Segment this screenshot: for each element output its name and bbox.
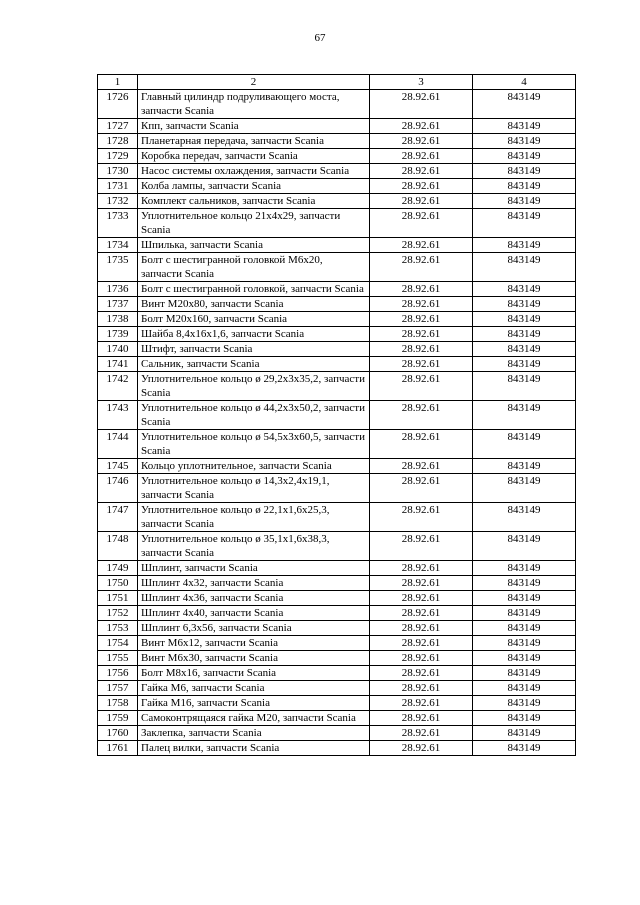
okpd-code: 28.92.61 xyxy=(370,372,473,401)
tnved-code: 843149 xyxy=(473,591,576,606)
okpd-code: 28.92.61 xyxy=(370,134,473,149)
tnved-code: 843149 xyxy=(473,342,576,357)
row-number: 1750 xyxy=(98,576,138,591)
row-number: 1757 xyxy=(98,681,138,696)
table-row xyxy=(98,532,576,561)
tnved-code: 843149 xyxy=(473,297,576,312)
row-number: 1735 xyxy=(98,253,138,282)
row-number: 1742 xyxy=(98,372,138,401)
tnved-code: 843149 xyxy=(473,179,576,194)
item-name: Палец вилки, запчасти Scania xyxy=(138,741,370,756)
header-cell-1: 1 xyxy=(98,75,138,90)
okpd-code: 28.92.61 xyxy=(370,532,473,561)
item-name: Уплотнительное кольцо ø 54,5х3х60,5, запчасти Scania xyxy=(138,430,370,459)
header-cell-3: 3 xyxy=(370,75,473,90)
row-number: 1727 xyxy=(98,119,138,134)
row-number: 1745 xyxy=(98,459,138,474)
tnved-code: 843149 xyxy=(473,194,576,209)
table-body xyxy=(98,75,576,756)
tnved-code: 843149 xyxy=(473,681,576,696)
item-name: Болт М8х16, запчасти Scania xyxy=(138,666,370,681)
okpd-code: 28.92.61 xyxy=(370,741,473,756)
okpd-code: 28.92.61 xyxy=(370,591,473,606)
row-number: 1726 xyxy=(98,90,138,119)
table-row xyxy=(98,666,576,681)
item-name: Уплотнительное кольцо ø 35,1х1,6х38,3, запчасти Scania xyxy=(138,532,370,561)
tnved-code: 843149 xyxy=(473,636,576,651)
item-name: Штифт, запчасти Scania xyxy=(138,342,370,357)
tnved-code: 843149 xyxy=(473,606,576,621)
row-number: 1748 xyxy=(98,532,138,561)
item-name: Кольцо уплотнительное, запчасти Scania xyxy=(138,459,370,474)
header-cell-2: 2 xyxy=(138,75,370,90)
table-header-row xyxy=(98,75,576,90)
item-name: Болт с шестигранной головкой, запчасти Scania xyxy=(138,282,370,297)
table-row xyxy=(98,179,576,194)
row-number: 1758 xyxy=(98,696,138,711)
tnved-code: 843149 xyxy=(473,651,576,666)
row-number: 1744 xyxy=(98,430,138,459)
tnved-code: 843149 xyxy=(473,696,576,711)
okpd-code: 28.92.61 xyxy=(370,474,473,503)
table-row xyxy=(98,576,576,591)
okpd-code: 28.92.61 xyxy=(370,666,473,681)
item-name: Гайка М6, запчасти Scania xyxy=(138,681,370,696)
item-name: Уплотнительное кольцо 21х4х29, запчасти Scania xyxy=(138,209,370,238)
okpd-code: 28.92.61 xyxy=(370,681,473,696)
tnved-code: 843149 xyxy=(473,561,576,576)
okpd-code: 28.92.61 xyxy=(370,621,473,636)
row-number: 1739 xyxy=(98,327,138,342)
row-number: 1752 xyxy=(98,606,138,621)
table-row xyxy=(98,327,576,342)
row-number: 1751 xyxy=(98,591,138,606)
table-row xyxy=(98,474,576,503)
table-row xyxy=(98,253,576,282)
row-number: 1740 xyxy=(98,342,138,357)
table-row xyxy=(98,372,576,401)
item-name: Шплинт 6,3х56, запчасти Scania xyxy=(138,621,370,636)
item-name: Колба лампы, запчасти Scania xyxy=(138,179,370,194)
tnved-code: 843149 xyxy=(473,430,576,459)
table-row xyxy=(98,430,576,459)
item-name: Планетарная передача, запчасти Scania xyxy=(138,134,370,149)
tnved-code: 843149 xyxy=(473,90,576,119)
row-number: 1728 xyxy=(98,134,138,149)
tnved-code: 843149 xyxy=(473,282,576,297)
row-number: 1753 xyxy=(98,621,138,636)
row-number: 1730 xyxy=(98,164,138,179)
row-number: 1734 xyxy=(98,238,138,253)
okpd-code: 28.92.61 xyxy=(370,179,473,194)
item-name: Болт М20х160, запчасти Scania xyxy=(138,312,370,327)
row-number: 1743 xyxy=(98,401,138,430)
okpd-code: 28.92.61 xyxy=(370,576,473,591)
okpd-code: 28.92.61 xyxy=(370,164,473,179)
okpd-code: 28.92.61 xyxy=(370,209,473,238)
item-name: Винт М20х80, запчасти Scania xyxy=(138,297,370,312)
table-row xyxy=(98,741,576,756)
okpd-code: 28.92.61 xyxy=(370,90,473,119)
table-row xyxy=(98,119,576,134)
tnved-code: 843149 xyxy=(473,401,576,430)
item-name: Комплект сальников, запчасти Scania xyxy=(138,194,370,209)
row-number: 1749 xyxy=(98,561,138,576)
item-name: Заклепка, запчасти Scania xyxy=(138,726,370,741)
tnved-code: 843149 xyxy=(473,372,576,401)
row-number: 1746 xyxy=(98,474,138,503)
table-row xyxy=(98,357,576,372)
table-row xyxy=(98,90,576,119)
okpd-code: 28.92.61 xyxy=(370,636,473,651)
okpd-code: 28.92.61 xyxy=(370,430,473,459)
table-row xyxy=(98,696,576,711)
item-name: Шайба 8,4х16х1,6, запчасти Scania xyxy=(138,327,370,342)
table-row xyxy=(98,401,576,430)
table-row xyxy=(98,711,576,726)
item-name: Самоконтрящаяся гайка М20, запчасти Scania xyxy=(138,711,370,726)
table-row xyxy=(98,164,576,179)
item-name: Уплотнительное кольцо ø 22,1х1,6х25,3, запчасти Scania xyxy=(138,503,370,532)
okpd-code: 28.92.61 xyxy=(370,342,473,357)
tnved-code: 843149 xyxy=(473,532,576,561)
table-row xyxy=(98,149,576,164)
okpd-code: 28.92.61 xyxy=(370,282,473,297)
item-name: Уплотнительное кольцо ø 14,3х2,4х19,1, запчасти Scania xyxy=(138,474,370,503)
tnved-code: 843149 xyxy=(473,503,576,532)
table-row xyxy=(98,503,576,532)
item-name: Шплинт 4х32, запчасти Scania xyxy=(138,576,370,591)
table-row xyxy=(98,726,576,741)
table-row xyxy=(98,312,576,327)
okpd-code: 28.92.61 xyxy=(370,726,473,741)
table-row xyxy=(98,621,576,636)
row-number: 1755 xyxy=(98,651,138,666)
row-number: 1756 xyxy=(98,666,138,681)
okpd-code: 28.92.61 xyxy=(370,561,473,576)
row-number: 1736 xyxy=(98,282,138,297)
table-row xyxy=(98,591,576,606)
okpd-code: 28.92.61 xyxy=(370,503,473,532)
table-row xyxy=(98,459,576,474)
row-number: 1761 xyxy=(98,741,138,756)
item-name: Кпп, запчасти Scania xyxy=(138,119,370,134)
tnved-code: 843149 xyxy=(473,357,576,372)
tnved-code: 843149 xyxy=(473,312,576,327)
item-name: Винт М6х12, запчасти Scania xyxy=(138,636,370,651)
table-row xyxy=(98,606,576,621)
table-row xyxy=(98,282,576,297)
row-number: 1759 xyxy=(98,711,138,726)
item-name: Насос системы охлаждения, запчасти Scania xyxy=(138,164,370,179)
tnved-code: 843149 xyxy=(473,666,576,681)
item-name: Шплинт 4х40, запчасти Scania xyxy=(138,606,370,621)
okpd-code: 28.92.61 xyxy=(370,459,473,474)
okpd-code: 28.92.61 xyxy=(370,253,473,282)
tnved-code: 843149 xyxy=(473,209,576,238)
row-number: 1754 xyxy=(98,636,138,651)
item-name: Шпилька, запчасти Scania xyxy=(138,238,370,253)
okpd-code: 28.92.61 xyxy=(370,696,473,711)
row-number: 1733 xyxy=(98,209,138,238)
tnved-code: 843149 xyxy=(473,741,576,756)
parts-table xyxy=(97,74,576,756)
tnved-code: 843149 xyxy=(473,459,576,474)
okpd-code: 28.92.61 xyxy=(370,119,473,134)
tnved-code: 843149 xyxy=(473,711,576,726)
okpd-code: 28.92.61 xyxy=(370,357,473,372)
row-number: 1729 xyxy=(98,149,138,164)
row-number: 1747 xyxy=(98,503,138,532)
okpd-code: 28.92.61 xyxy=(370,711,473,726)
tnved-code: 843149 xyxy=(473,726,576,741)
table-row xyxy=(98,297,576,312)
table-row xyxy=(98,209,576,238)
table-row xyxy=(98,681,576,696)
tnved-code: 843149 xyxy=(473,164,576,179)
item-name: Болт с шестигранной головкой М6х20, запчасти Scania xyxy=(138,253,370,282)
tnved-code: 843149 xyxy=(473,621,576,636)
item-name: Уплотнительное кольцо ø 29,2х3х35,2, запчасти Scania xyxy=(138,372,370,401)
okpd-code: 28.92.61 xyxy=(370,312,473,327)
table-row xyxy=(98,342,576,357)
row-number: 1741 xyxy=(98,357,138,372)
okpd-code: 28.92.61 xyxy=(370,149,473,164)
row-number: 1738 xyxy=(98,312,138,327)
table-row xyxy=(98,238,576,253)
table-row xyxy=(98,194,576,209)
table-row xyxy=(98,636,576,651)
item-name: Главный цилиндр подруливающего моста, запчасти Scania xyxy=(138,90,370,119)
tnved-code: 843149 xyxy=(473,238,576,253)
item-name: Гайка М16, запчасти Scania xyxy=(138,696,370,711)
tnved-code: 843149 xyxy=(473,149,576,164)
item-name: Сальник, запчасти Scania xyxy=(138,357,370,372)
table-row xyxy=(98,134,576,149)
item-name: Коробка передач, запчасти Scania xyxy=(138,149,370,164)
tnved-code: 843149 xyxy=(473,327,576,342)
okpd-code: 28.92.61 xyxy=(370,606,473,621)
tnved-code: 843149 xyxy=(473,576,576,591)
okpd-code: 28.92.61 xyxy=(370,194,473,209)
header-cell-4: 4 xyxy=(473,75,576,90)
item-name: Шплинт, запчасти Scania xyxy=(138,561,370,576)
okpd-code: 28.92.61 xyxy=(370,297,473,312)
okpd-code: 28.92.61 xyxy=(370,401,473,430)
row-number: 1731 xyxy=(98,179,138,194)
tnved-code: 843149 xyxy=(473,253,576,282)
table-row xyxy=(98,561,576,576)
page-number: 67 xyxy=(314,32,326,44)
item-name: Винт М6х30, запчасти Scania xyxy=(138,651,370,666)
okpd-code: 28.92.61 xyxy=(370,327,473,342)
table-row xyxy=(98,651,576,666)
item-name: Уплотнительное кольцо ø 44,2х3х50,2, запчасти Scania xyxy=(138,401,370,430)
tnved-code: 843149 xyxy=(473,134,576,149)
tnved-code: 843149 xyxy=(473,474,576,503)
row-number: 1737 xyxy=(98,297,138,312)
tnved-code: 843149 xyxy=(473,119,576,134)
row-number: 1760 xyxy=(98,726,138,741)
row-number: 1732 xyxy=(98,194,138,209)
okpd-code: 28.92.61 xyxy=(370,651,473,666)
okpd-code: 28.92.61 xyxy=(370,238,473,253)
item-name: Шплинт 4х36, запчасти Scania xyxy=(138,591,370,606)
